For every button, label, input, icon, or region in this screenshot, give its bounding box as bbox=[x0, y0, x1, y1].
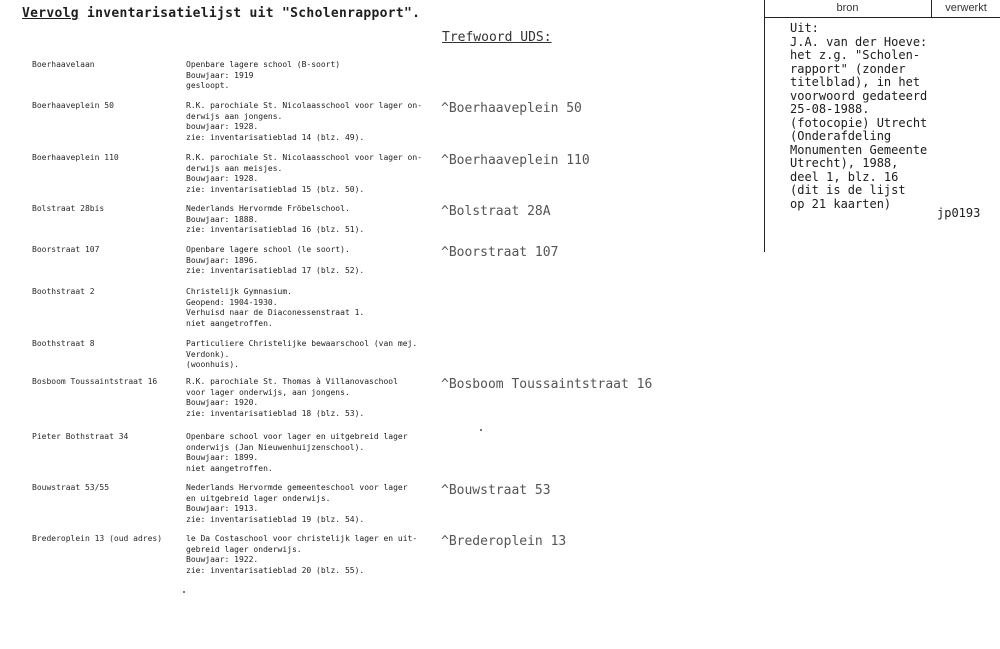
verwerkt-code: jp0193 bbox=[937, 206, 981, 220]
entry-address: Boerhaavelaan bbox=[32, 60, 95, 69]
entry-address: Boothstraat 2 bbox=[32, 287, 95, 296]
entry-keyword: ^Bouwstraat 53 bbox=[441, 483, 551, 498]
source-citation: Uit: J.A. van der Hoeve: het z.g. "Scholen- rapport" (zonder titelblad), in het voorwoord gedateerd 25-08-1988. (fotocopie) Utrecht (Onderafdeling Monumenten Gemeente Utrecht), 1988, deel 1, blz. 16 (dit is de lijst op 21 kaarten) bbox=[790, 21, 928, 211]
source-header-bron: bron bbox=[836, 2, 859, 14]
entry-description: Openbare school voor lager en uitgebreid lager onderwijs (Jan Nieuwenhuijzenschool). Bouwjaar: 1899. niet aangetroffen. bbox=[186, 432, 408, 473]
entry-address: Boerhaaveplein 110 bbox=[32, 153, 119, 162]
keyword-column-header: Trefwoord UDS: bbox=[442, 30, 552, 45]
entry-keyword: ^Brederoplein 13 bbox=[441, 534, 567, 549]
page-title-rest: inventarisatielijst uit "Scholenrapport". bbox=[78, 6, 421, 21]
page-title-prefix: Vervolg bbox=[22, 6, 79, 21]
entry-keyword: ^Bosboom Toussaintstraat 16 bbox=[441, 377, 653, 392]
entry-description: Nederlands Hervormde Fröbelschool. Bouwjaar: 1888. zie: inventarisatieblad 16 (blz. 51). bbox=[186, 204, 365, 234]
entry-address: Bosboom Toussaintstraat 16 bbox=[32, 377, 158, 386]
entry-address: Boorstraat 107 bbox=[32, 245, 100, 254]
entry-address: Boerhaaveplein 50 bbox=[32, 101, 114, 110]
entry-description: Particuliere Christelijke bewaarschool (van mej. Verdonk). (woonhuis). bbox=[186, 339, 418, 369]
entry-address: Bouwstraat 53/55 bbox=[32, 483, 110, 492]
entry-keyword: ^Boerhaaveplein 110 bbox=[441, 153, 590, 168]
entry-description: Openbare lagere school (le soort). Bouwjaar: 1896. zie: inventarisatieblad 17 (blz. 52). bbox=[186, 245, 365, 275]
scan-speck bbox=[480, 429, 482, 431]
entry-description: R.K. parochiale St. Nicolaasschool voor lager on- derwijs aan jongens. bouwjaar: 1928. zie: inventarisatieblad 14 (blz. 49). bbox=[186, 101, 423, 142]
page-title bbox=[22, 6, 420, 21]
entry-address: Bolstraat 28bis bbox=[32, 204, 105, 213]
entry-description: R.K. parochiale St. Nicolaasschool voor lager on- derwijs aan meisjes. Bouwjaar: 1928. zie: inventarisatieblad 15 (blz. 50). bbox=[186, 153, 423, 194]
entry-description: le Da Costaschool voor christelijk lager en uit- gebreid lager onderwijs. Bouwjaar: 1922. zie: inventarisatieblad 20 (blz. 55). bbox=[186, 534, 418, 575]
entry-address: Pieter Bothstraat 34 bbox=[32, 432, 129, 441]
entry-description: R.K. parochiale St. Thomas à Villanovaschool voor lager onderwijs, aan jongens. Bouwjaar: 1920. zie: inventarisatieblad 18 (blz. 53). bbox=[186, 377, 398, 418]
entry-keyword: ^Boerhaaveplein 50 bbox=[441, 101, 582, 116]
scan-speck bbox=[183, 591, 185, 593]
entry-description: Christelijk Gymnasium. Geopend: 1904-1930. Verhuisd naar de Diaconessenstraat 1. niet aangetroffen. bbox=[186, 287, 365, 328]
entry-description: Openbare lagere school (B-soort) Bouwjaar: 1919 gesloopt. bbox=[186, 60, 341, 90]
entry-keyword: ^Bolstraat 28A bbox=[441, 204, 551, 219]
source-box-header-rule bbox=[764, 17, 1000, 18]
entry-address: Brederoplein 13 (oud adres) bbox=[32, 534, 163, 543]
entry-description: Nederlands Hervormde gemeenteschool voor lager en uitgebreid lager onderwijs. Bouwjaar: 1913. zie: inventarisatieblad 19 (blz. 54). bbox=[186, 483, 408, 524]
entry-address: Boothstraat 8 bbox=[32, 339, 95, 348]
source-box-left-border bbox=[764, 0, 765, 252]
source-header-verwerkt: verwerkt bbox=[945, 2, 987, 14]
entry-keyword: ^Boorstraat 107 bbox=[441, 245, 559, 260]
